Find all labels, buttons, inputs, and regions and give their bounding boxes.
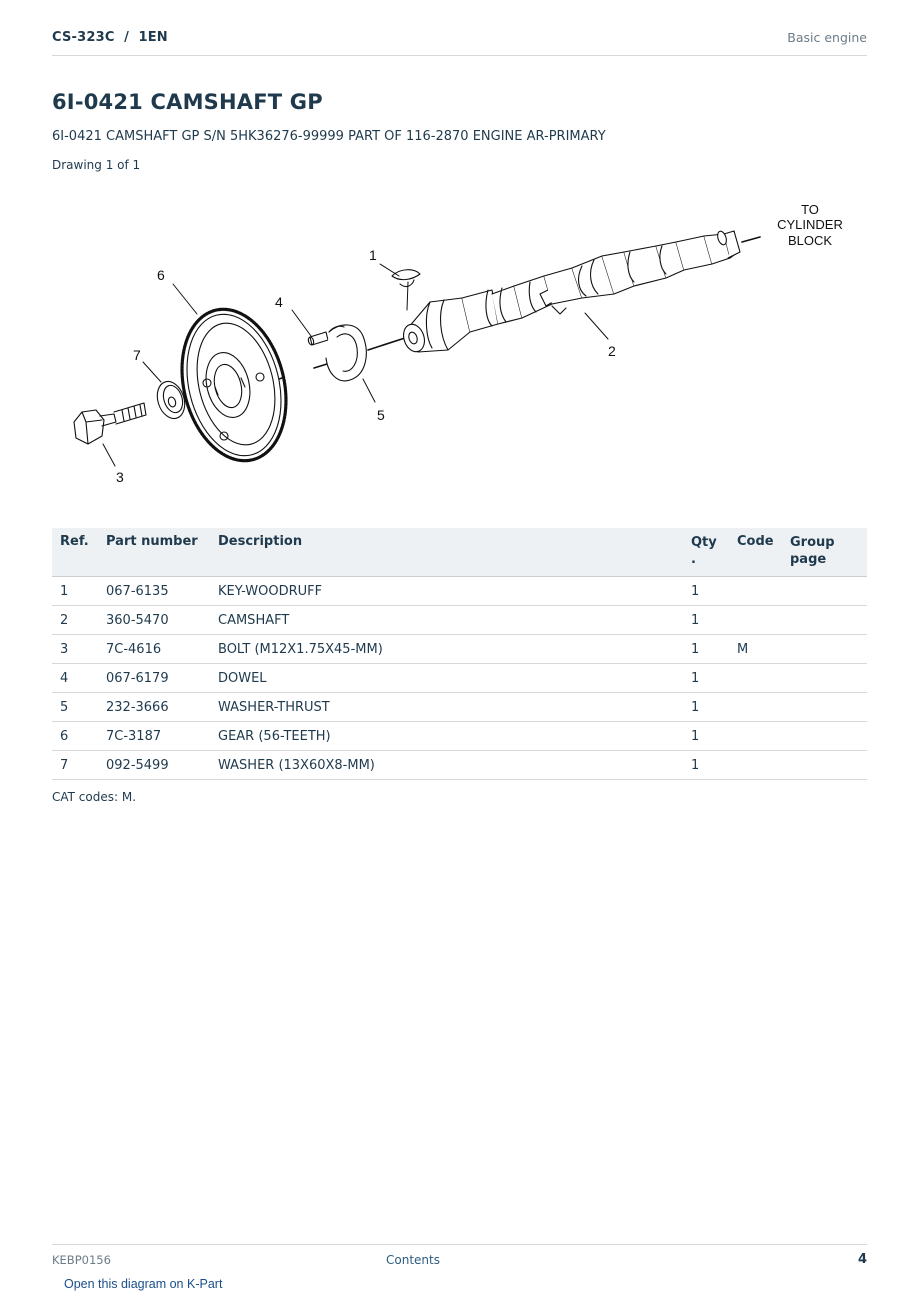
cell-part-number: 7C-3187 <box>98 722 210 751</box>
footer-divider <box>52 1244 867 1245</box>
page-number: 4 <box>857 1252 867 1267</box>
section-name: Basic engine <box>787 30 867 45</box>
callout-4: 4 <box>275 294 283 310</box>
cell-description: CAMSHAFT <box>210 606 683 635</box>
thrust-washer-part <box>326 325 366 381</box>
table-row <box>52 722 867 751</box>
open-diagram-link[interactable]: Open this diagram on K-Part <box>64 1277 223 1291</box>
cell-description: WASHER-THRUST <box>210 693 683 722</box>
cell-group-page <box>782 635 867 664</box>
table-row <box>52 693 867 722</box>
cell-part-number: 092-5499 <box>98 751 210 780</box>
note-line-3: BLOCK <box>787 233 833 248</box>
table-row <box>52 606 867 635</box>
cell-code <box>729 577 782 606</box>
cell-part-number: 067-6135 <box>98 577 210 606</box>
cell-description: BOLT (M12X1.75X45-MM) <box>210 635 683 664</box>
exploded-parts-diagram <box>52 190 867 495</box>
cell-ref: 7 <box>52 751 98 780</box>
callout-5: 5 <box>377 407 385 423</box>
cell-group-page <box>782 664 867 693</box>
cell-part-number: 360-5470 <box>98 606 210 635</box>
drawing-label: Drawing 1 of 1 <box>52 158 141 172</box>
callout-1: 1 <box>369 247 377 263</box>
footer-doc-id: KEBP0156 <box>52 1253 111 1267</box>
callout-2: 2 <box>608 343 616 359</box>
header-qty: Qty . <box>683 528 729 577</box>
cell-part-number: 7C-4616 <box>98 635 210 664</box>
header-group-page: Group page <box>782 528 867 577</box>
cell-code <box>729 606 782 635</box>
key-woodruff-part <box>392 270 420 287</box>
note-line-2: CYLINDER <box>777 217 843 232</box>
cell-ref: 4 <box>52 664 98 693</box>
page-header <box>52 28 867 56</box>
cell-qty: 1 <box>683 577 729 606</box>
header-description: Description <box>210 528 683 577</box>
header-part-number: Part number <box>98 528 210 577</box>
cell-qty: 1 <box>683 635 729 664</box>
cell-description: GEAR (56-TEETH) <box>210 722 683 751</box>
bolt-part <box>74 403 146 444</box>
callout-3: 3 <box>116 469 124 485</box>
contents-link[interactable]: Contents <box>386 1253 440 1267</box>
header-ref: Ref. <box>52 528 98 577</box>
cell-group-page <box>782 722 867 751</box>
cell-part-number: 067-6179 <box>98 664 210 693</box>
cell-description: KEY-WOODRUFF <box>210 577 683 606</box>
gear-part <box>167 298 301 472</box>
dowel-part <box>307 332 328 346</box>
cell-group-page <box>782 606 867 635</box>
cell-ref: 6 <box>52 722 98 751</box>
cell-qty: 1 <box>683 693 729 722</box>
table-row <box>52 577 867 606</box>
cell-part-number: 232-3666 <box>98 693 210 722</box>
callout-6: 6 <box>157 267 165 283</box>
table-row <box>52 751 867 780</box>
table-body <box>52 577 867 780</box>
cell-ref: 5 <box>52 693 98 722</box>
cell-code <box>729 693 782 722</box>
note-line-1: TO <box>801 202 819 217</box>
table-row <box>52 664 867 693</box>
page-title: 6I-0421 CAMSHAFT GP <box>52 90 323 114</box>
cell-qty: 1 <box>683 606 729 635</box>
cell-group-page <box>782 693 867 722</box>
doc-reference: CS-323C / 1EN <box>52 30 168 45</box>
parts-table <box>52 528 867 780</box>
cell-code <box>729 722 782 751</box>
cell-code <box>729 664 782 693</box>
cell-ref: 2 <box>52 606 98 635</box>
cell-qty: 1 <box>683 751 729 780</box>
cell-qty: 1 <box>683 722 729 751</box>
header-code: Code <box>729 528 782 577</box>
cell-description: DOWEL <box>210 664 683 693</box>
table-header-row <box>52 528 867 577</box>
camshaft-part <box>400 230 740 354</box>
cell-group-page <box>782 577 867 606</box>
page-subtitle: 6I-0421 CAMSHAFT GP S/N 5HK36276-99999 PART OF 116-2870 ENGINE AR-PRIMARY <box>52 129 606 144</box>
cell-code: M <box>729 635 782 664</box>
cell-description: WASHER (13X60X8-MM) <box>210 751 683 780</box>
cell-qty: 1 <box>683 664 729 693</box>
cell-ref: 1 <box>52 577 98 606</box>
callout-7: 7 <box>133 347 141 363</box>
cat-codes-note: CAT codes: M. <box>52 790 137 804</box>
cell-ref: 3 <box>52 635 98 664</box>
cell-code <box>729 751 782 780</box>
table-row <box>52 635 867 664</box>
cell-group-page <box>782 751 867 780</box>
